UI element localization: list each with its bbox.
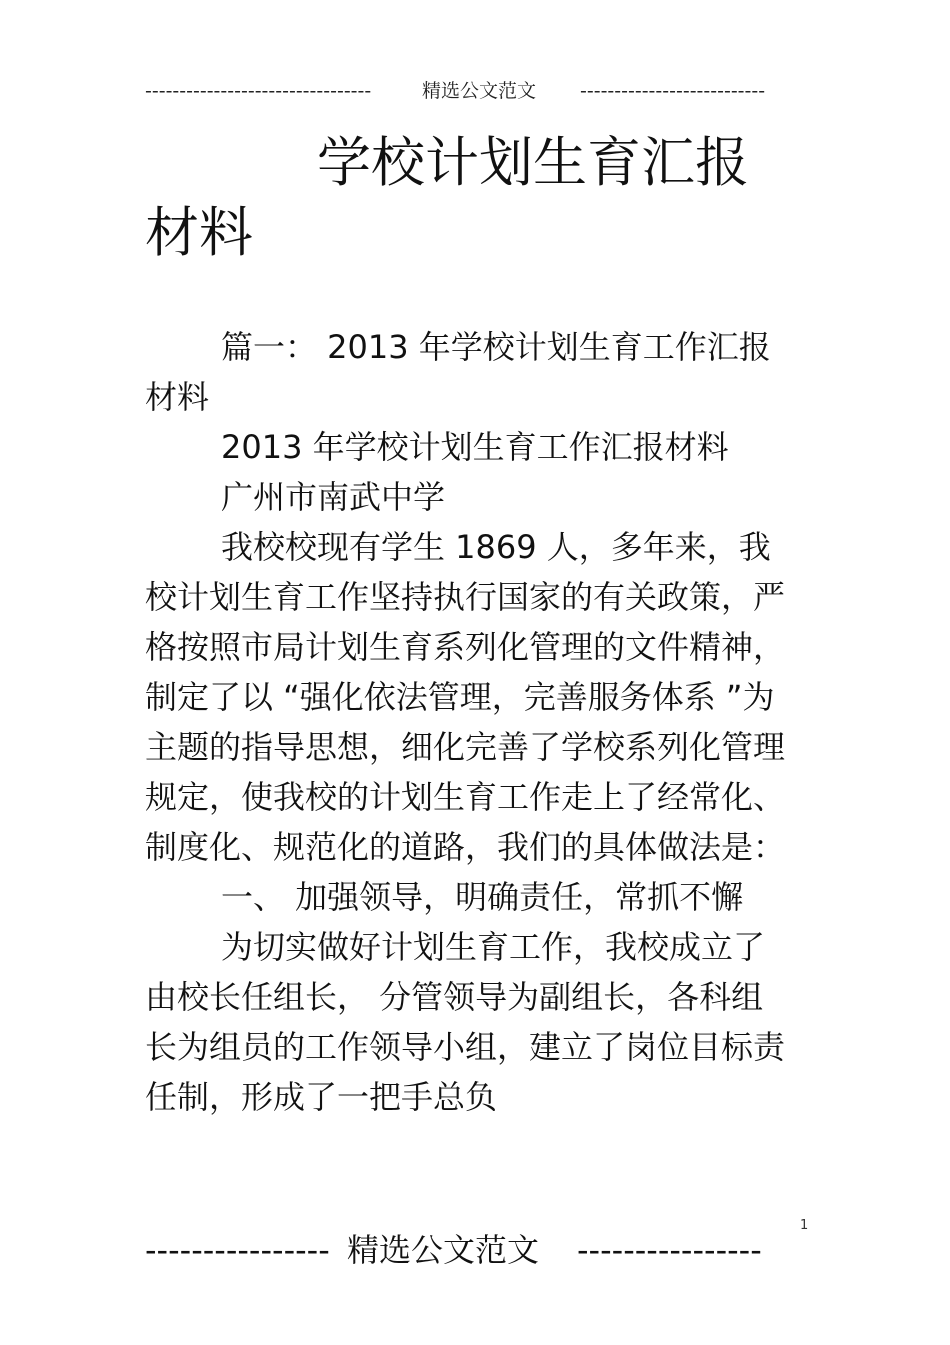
- document-body: [145, 322, 785, 1122]
- header-dashes-right: ---------------------------: [580, 80, 766, 102]
- footer-dashes-right: ----------------: [577, 1231, 762, 1269]
- paragraph-point-one-heading: 一、 加强领导，明确责任，常抓不懈: [221, 878, 744, 916]
- paragraph-intro: 我校校现有学生 1869 人，多年来，我校计划生育工作坚持执行国家的有关政策，严格按照市局计划生育系列化管理的文件精神，制定了以 “强化依法管理，完善服务体系 ”为主题的指导思想，细化完善了学校系列化管理规定，使我校的计划生育工作走上了经常化、制度化、规范化的道路，我们的具体做法是：: [145, 528, 786, 866]
- title-line-2: 材料: [145, 201, 253, 264]
- paragraph-point-one-body: 为切实做好计划生育工作，我校成立了由校长任组长， 分管领导为副组长，各科组长为组员的工作领导小组，建立了岗位目标责任制，形成了一把手总负: [145, 928, 786, 1116]
- page-number: 1: [800, 1218, 809, 1233]
- paragraph-school-name: 广州市南武中学: [221, 478, 446, 516]
- title-line-1: 学校计划生育汇报: [317, 131, 749, 194]
- page-header: [145, 76, 775, 106]
- paragraph-subtitle: 2013 年学校计划生育工作汇报材料: [221, 428, 729, 466]
- paragraph-section-heading: 篇一： 2013 年学校计划生育工作汇报材料: [145, 328, 771, 416]
- footer-label: 精选公文范文: [347, 1231, 540, 1269]
- header-dashes-left: ---------------------------------: [145, 80, 372, 102]
- document-title: [145, 128, 785, 268]
- header-label: 精选公文范文: [422, 80, 537, 102]
- footer-dashes-left: ----------------: [145, 1231, 330, 1269]
- page-footer: [145, 1230, 770, 1270]
